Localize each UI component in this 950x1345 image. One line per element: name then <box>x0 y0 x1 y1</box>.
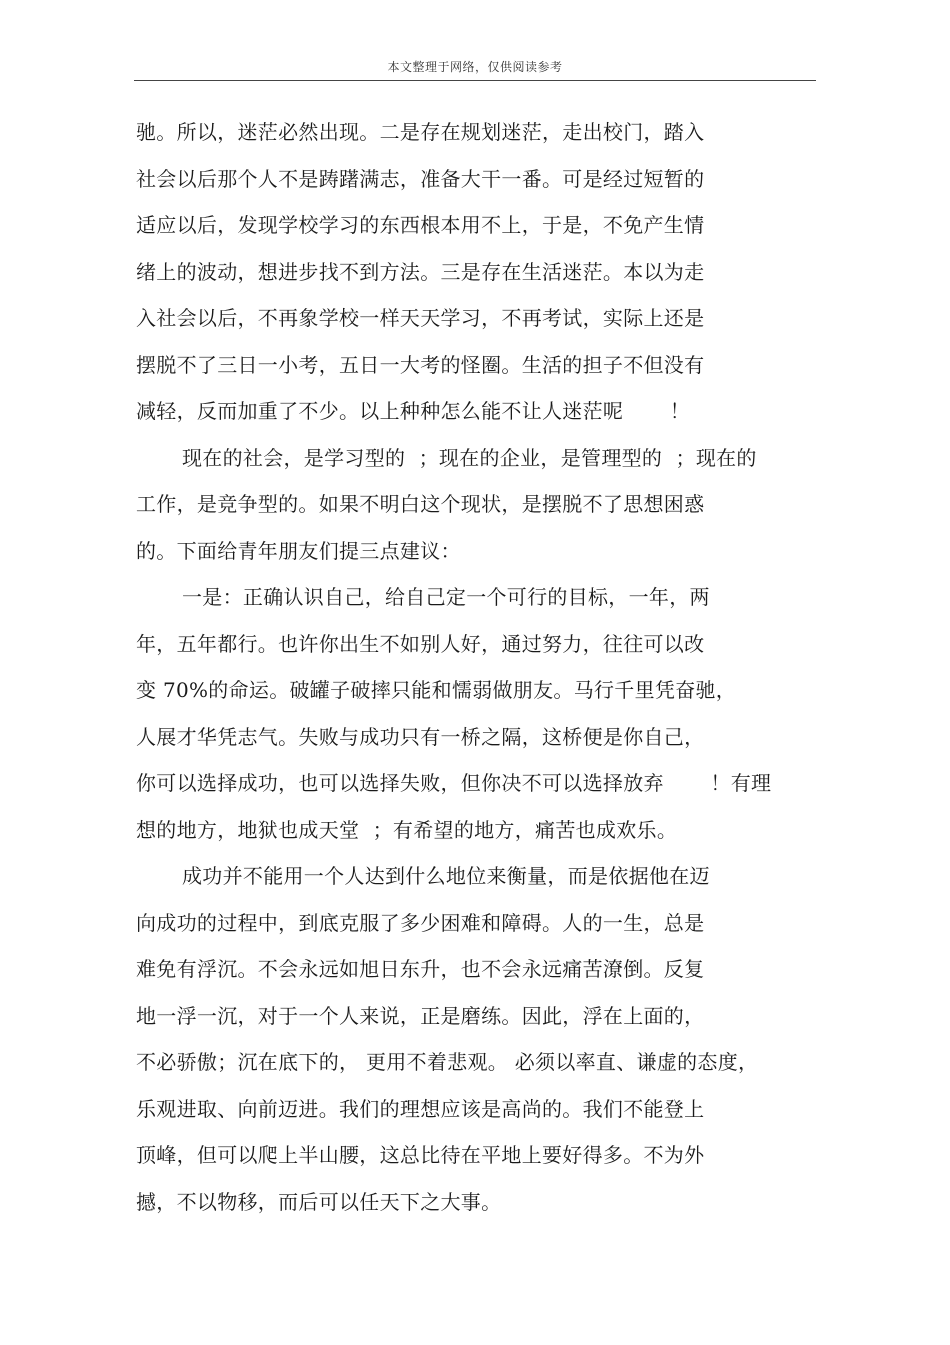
text-line: 撼，不以物移，而后可以任天下之大事。 <box>136 1189 502 1214</box>
text-line: 适应以后，发现学校学习的东西根本用不上，于是，不免产生情 <box>136 213 705 237</box>
text-line: 年，五年都行。也许你出生不如别人好，通过努力，往往可以改 <box>136 631 705 656</box>
header-divider <box>134 80 816 81</box>
text-line: 向成功的过程中，到底克服了多少困难和障碍。人的一生，总是 <box>136 910 705 935</box>
text-line: 人展才华凭志气。失败与成功只有一桥之隔，这桥便是你自己， <box>136 724 705 749</box>
paragraph-start-line: 一是：正确认识自己，给自己定一个可行的目标，一年，两 <box>182 585 710 609</box>
paragraph-start-line: 现在的社会，是学习型的 ；现在的企业，是管理型的 ；现在的 <box>182 445 757 470</box>
text-line: 地一浮一沉，对于一个人来说，正是磨练。因此，浮在上面的， <box>136 1003 705 1028</box>
text-line: 顶峰，但可以爬上半山腰，这总比待在平地上要好得多。不为外 <box>136 1143 705 1167</box>
text-line: 难免有浮沉。不会永远如旭日东升，也不会永远痛苦潦倒。反复 <box>136 957 705 981</box>
text-line: 绪上的波动，想进步找不到方法。三是存在生活迷茫。本以为走 <box>136 259 705 284</box>
body-text <box>136 112 826 1228</box>
text-line: 的。下面给青年朋友们提三点建议： <box>136 538 461 563</box>
text-line: 驰。所以，迷茫必然出现。二是存在规划迷茫，走出校门，踏入 <box>136 120 705 144</box>
text-line: 摆脱不了三日一小考，五日一大考的怪圈。生活的担子不但没有 <box>136 352 705 377</box>
page-header: 本文整理于网络，仅供阅读参考 <box>387 60 563 74</box>
text-line: 不必骄傲；沉在底下的， 更用不着悲观。 必须以率直、谦虚的态度， <box>136 1050 759 1074</box>
text-line: 乐观进取、向前迈进。我们的理想应该是高尚的。我们不能登上 <box>136 1096 705 1121</box>
text-line: 社会以后那个人不是踌躇满志，准备大干一番。可是经过短暂的 <box>136 166 705 191</box>
text-line: 变 70%的命运。破罐子破摔只能和懦弱做朋友。马行千里凭奋驰， <box>136 678 737 702</box>
text-line: 减轻，反而加重了不少。以上种种怎么能不让人迷茫呢 ！ <box>136 399 691 423</box>
text-line: 入社会以后，不再象学校一样天天学习，不再考试，实际上还是 <box>136 306 705 330</box>
text-line: 你可以选择成功，也可以选择失败，但你决不可以选择放弃 ！有理 <box>136 771 772 795</box>
paragraph-start-line: 成功并不能用一个人达到什么地位来衡量，而是依据他在迈 <box>182 864 710 888</box>
text-line: 想的地方，地狱也成天堂 ；有希望的地方，痛苦也成欢乐。 <box>136 817 678 842</box>
text-line: 工作，是竞争型的。如果不明白这个现状，是摆脱不了思想困惑 <box>136 492 705 516</box>
